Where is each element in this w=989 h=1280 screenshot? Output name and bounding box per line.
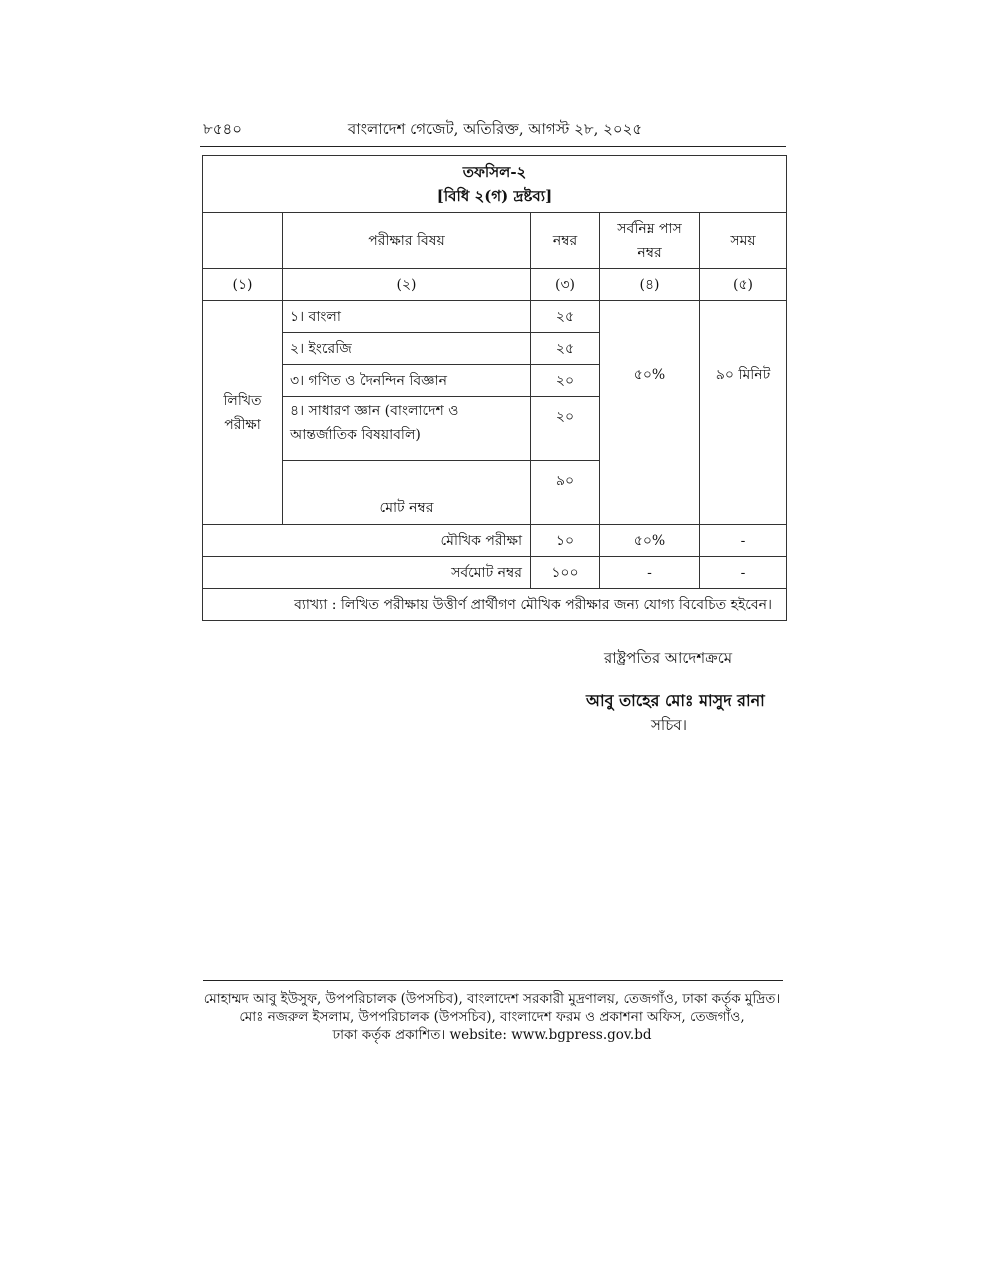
subject-name-line1: ৪। সাধারণ জ্ঞান (বাংলাদেশ ও — [290, 403, 459, 419]
schedule-title: তফসিল-২ — [462, 163, 527, 181]
written-pass-marks: ৫০% — [600, 301, 700, 525]
order-line: রাষ্ট্রপতির আদেশক্রমে — [604, 649, 733, 667]
column-number: (১) — [203, 269, 283, 301]
column-number: (৪) — [600, 269, 700, 301]
header-marks: নম্বর — [531, 213, 600, 269]
subject-name: ২। ইংরেজি — [283, 333, 531, 365]
footer-line: মোহাম্মদ আবু ইউসুফ, উপপরিচালক (উপসচিব), বাংলাদেশ সরকারী মুদ্রণালয়, তেজগাঁও, ঢাকা কর্তৃক মুদ্রিত। — [203, 991, 781, 1007]
page-number: ৮৫৪০ — [203, 120, 242, 138]
subject-marks: ২৫ — [531, 301, 600, 333]
subject-row — [203, 301, 787, 333]
viva-time: - — [700, 525, 787, 557]
signatory-designation: সচিব। — [651, 716, 688, 734]
written-time: ৯০ মিনিট — [700, 301, 787, 525]
column-number: (৫) — [700, 269, 787, 301]
grand-total-row — [203, 557, 787, 589]
column-header-row — [203, 213, 787, 269]
column-number: (২) — [283, 269, 531, 301]
subject-name — [283, 397, 531, 461]
viva-pass-marks: ৫০% — [600, 525, 700, 557]
subject-marks: ২৫ — [531, 333, 600, 365]
running-title: বাংলাদেশ গেজেট, অতিরিক্ত, আগস্ট ২৮, ২০২৫ — [347, 120, 643, 138]
schedule-table — [202, 155, 787, 621]
total-label: মোট নম্বর — [283, 461, 531, 525]
signatory-name: আবু তাহের মোঃ মাসুদ রানা — [586, 691, 765, 710]
header-subject: পরীক্ষার বিষয় — [283, 213, 531, 269]
total-marks: ৯০ — [531, 461, 600, 525]
subject-marks: ২০ — [531, 397, 600, 461]
written-label-line2: পরীক্ষা — [224, 416, 261, 433]
header-blank — [203, 213, 283, 269]
note-row — [203, 589, 787, 621]
footer-rule — [203, 980, 783, 981]
header-pass-marks — [600, 213, 700, 269]
footer-line: মোঃ নজরুল ইসলাম, উপপরিচালক (উপসচিব), বাংলাদেশ ফরম ও প্রকাশনা অফিস, তেজগাঁও, — [239, 1009, 745, 1025]
subject-name: ৩। গণিত ও দৈনন্দিন বিজ্ঞান — [283, 365, 531, 397]
header-pass-marks-line2: নম্বর — [637, 244, 662, 261]
viva-label: মৌখিক পরীক্ষা — [203, 525, 531, 557]
explanation-note: ব্যাখ্যা : লিখিত পরীক্ষায় উত্তীর্ণ প্রার্থীগণ মৌখিক পরীক্ষার জন্য যোগ্য বিবেচিত হইবেন। — [203, 589, 787, 621]
subject-marks: ২০ — [531, 365, 600, 397]
written-exam-label — [203, 301, 283, 525]
subject-name: ১। বাংলা — [283, 301, 531, 333]
column-number-row — [203, 269, 787, 301]
header-time: সময় — [700, 213, 787, 269]
column-number: (৩) — [531, 269, 600, 301]
viva-row — [203, 525, 787, 557]
header-rule — [200, 146, 786, 147]
grand-total-label: সর্বমোট নম্বর — [203, 557, 531, 589]
schedule-title-cell — [203, 156, 787, 213]
schedule-subtitle: [বিধি ২(গ) দ্রষ্টব্য] — [436, 187, 553, 205]
grand-total-marks: ১০০ — [531, 557, 600, 589]
viva-marks: ১০ — [531, 525, 600, 557]
header-pass-marks-line1: সর্বনিম্ন পাস — [617, 220, 682, 237]
footer-line: ঢাকা কর্তৃক প্রকাশিত। website: www.bgpress.gov.bd — [332, 1027, 652, 1043]
grand-total-time: - — [700, 557, 787, 589]
written-label-line1: লিখিত — [223, 392, 262, 409]
subject-name-line2: আন্তর্জাতিক বিষয়াবলি) — [290, 427, 421, 443]
grand-total-pass-marks: - — [600, 557, 700, 589]
